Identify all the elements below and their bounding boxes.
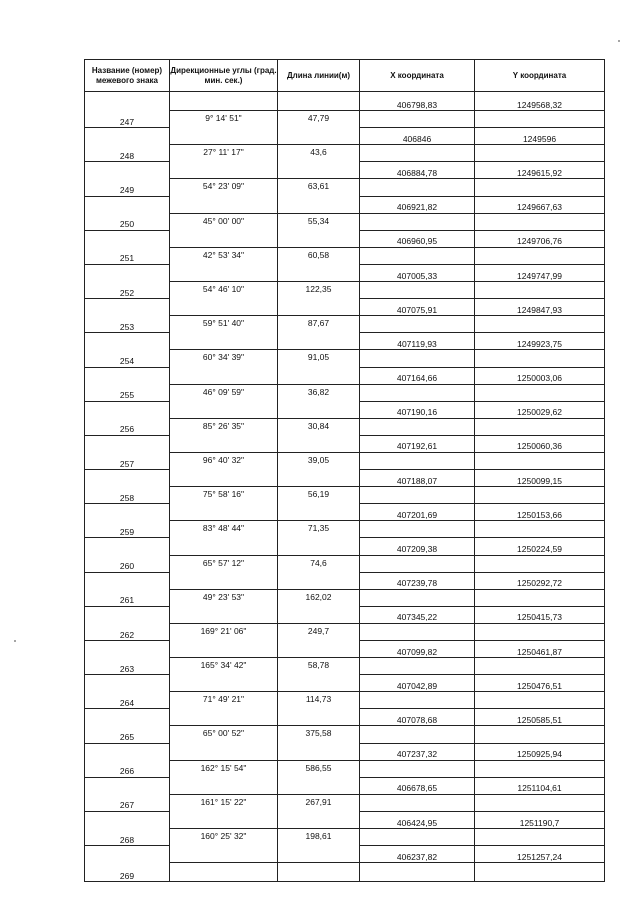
marker-name: 262 xyxy=(85,606,170,640)
y-coordinate: 1249747,99 xyxy=(475,264,605,281)
x-coordinate: 407164,66 xyxy=(360,367,475,384)
x-coordinate-blank xyxy=(360,829,475,846)
y-coordinate: 1250925,94 xyxy=(475,743,605,760)
x-coordinate-blank xyxy=(360,521,475,538)
x-coordinate: 406678,65 xyxy=(360,777,475,794)
marker-name: 269 xyxy=(85,846,170,882)
table-body xyxy=(85,92,605,882)
y-coordinate-blank xyxy=(475,623,605,640)
marker-name: 266 xyxy=(85,743,170,777)
x-coordinate-blank xyxy=(360,145,475,162)
x-coordinate: 406424,95 xyxy=(360,811,475,828)
y-coordinate-blank xyxy=(475,452,605,469)
direction-angle: 162° 15' 54" xyxy=(170,760,278,794)
line-length: 74,6 xyxy=(278,555,360,589)
x-coordinate-blank xyxy=(360,692,475,709)
y-coordinate-blank xyxy=(475,521,605,538)
x-coordinate-blank xyxy=(360,623,475,640)
y-coordinate: 1250292,72 xyxy=(475,572,605,589)
y-coordinate: 1249568,32 xyxy=(475,92,605,111)
direction-angle: 42° 53' 34" xyxy=(170,247,278,281)
direction-angle xyxy=(170,92,278,111)
line-length xyxy=(278,863,360,882)
line-length: 87,67 xyxy=(278,316,360,350)
y-coordinate-blank xyxy=(475,384,605,401)
x-coordinate: 406237,82 xyxy=(360,846,475,863)
line-length: 249,7 xyxy=(278,623,360,657)
marker-name: 247 xyxy=(85,92,170,128)
y-coordinate-blank xyxy=(475,418,605,435)
y-coordinate-blank xyxy=(475,692,605,709)
y-coordinate: 1250461,87 xyxy=(475,641,605,658)
header-direction-angle: Дирекционные углы (град. мин. сек.) xyxy=(170,60,278,92)
marker-name: 252 xyxy=(85,264,170,298)
line-length: 55,34 xyxy=(278,213,360,247)
x-coordinate: 406960,95 xyxy=(360,230,475,247)
direction-angle xyxy=(170,863,278,882)
x-coordinate-blank xyxy=(360,760,475,777)
x-coordinate-blank xyxy=(360,452,475,469)
line-length: 91,05 xyxy=(278,350,360,384)
x-coordinate-blank xyxy=(360,179,475,196)
x-coordinate: 407190,16 xyxy=(360,401,475,418)
marker-name: 259 xyxy=(85,504,170,538)
x-coordinate: 407345,22 xyxy=(360,606,475,623)
marker-name: 253 xyxy=(85,299,170,333)
direction-angle: 54° 46' 10" xyxy=(170,282,278,316)
header-line-length: Длина линии(м) xyxy=(278,60,360,92)
x-coordinate: 407201,69 xyxy=(360,504,475,521)
y-coordinate-blank xyxy=(475,179,605,196)
x-coordinate-blank xyxy=(360,863,475,882)
x-coordinate: 406846 xyxy=(360,128,475,145)
y-coordinate-blank xyxy=(475,282,605,299)
line-length: 71,35 xyxy=(278,521,360,555)
x-coordinate-blank xyxy=(360,555,475,572)
line-length: 39,05 xyxy=(278,452,360,486)
y-coordinate-blank xyxy=(475,589,605,606)
x-coordinate: 407005,33 xyxy=(360,264,475,281)
y-coordinate: 1250099,15 xyxy=(475,470,605,487)
marker-name: 248 xyxy=(85,128,170,162)
line-length: 60,58 xyxy=(278,247,360,281)
x-coordinate: 407119,93 xyxy=(360,333,475,350)
y-coordinate-blank xyxy=(475,487,605,504)
header-y-coordinate: Y координата xyxy=(475,60,605,92)
x-coordinate: 407075,91 xyxy=(360,299,475,316)
x-coordinate: 407237,32 xyxy=(360,743,475,760)
line-length: 47,79 xyxy=(278,111,360,145)
y-coordinate: 1250029,62 xyxy=(475,401,605,418)
direction-angle: 83° 48' 44" xyxy=(170,521,278,555)
y-coordinate-blank xyxy=(475,555,605,572)
direction-angle: 96° 40' 32" xyxy=(170,452,278,486)
x-coordinate: 407209,38 xyxy=(360,538,475,555)
y-coordinate: 1250224,59 xyxy=(475,538,605,555)
marker-name: 258 xyxy=(85,470,170,504)
x-coordinate: 407078,68 xyxy=(360,709,475,726)
direction-angle: 27° 11' 17" xyxy=(170,145,278,179)
y-coordinate: 1249923,75 xyxy=(475,333,605,350)
marker-name: 250 xyxy=(85,196,170,230)
y-coordinate-blank xyxy=(475,111,605,128)
x-coordinate: 407099,82 xyxy=(360,641,475,658)
direction-angle: 60° 34' 39" xyxy=(170,350,278,384)
direction-angle: 54° 23' 09" xyxy=(170,179,278,213)
x-coordinate-blank xyxy=(360,384,475,401)
y-coordinate: 1249596 xyxy=(475,128,605,145)
x-coordinate: 406884,78 xyxy=(360,162,475,179)
x-coordinate-blank xyxy=(360,111,475,128)
table-header-row xyxy=(85,60,605,92)
direction-angle: 85° 26' 35" xyxy=(170,418,278,452)
marker-name: 260 xyxy=(85,538,170,572)
line-length: 162,02 xyxy=(278,589,360,623)
y-coordinate: 1250060,36 xyxy=(475,435,605,452)
line-length: 43,6 xyxy=(278,145,360,179)
marker-name: 255 xyxy=(85,367,170,401)
y-coordinate-blank xyxy=(475,145,605,162)
y-coordinate: 1250476,51 xyxy=(475,675,605,692)
direction-angle: 160° 25' 32" xyxy=(170,829,278,863)
direction-angle: 71° 49' 21" xyxy=(170,692,278,726)
x-coordinate-blank xyxy=(360,316,475,333)
x-coordinate-blank xyxy=(360,726,475,743)
y-coordinate: 1249847,93 xyxy=(475,299,605,316)
x-coordinate-blank xyxy=(360,247,475,264)
line-length: 63,61 xyxy=(278,179,360,213)
y-coordinate-blank xyxy=(475,247,605,264)
line-length: 36,82 xyxy=(278,384,360,418)
marker-name: 268 xyxy=(85,811,170,845)
x-coordinate: 406921,82 xyxy=(360,196,475,213)
y-coordinate: 1249615,92 xyxy=(475,162,605,179)
y-coordinate: 1250153,66 xyxy=(475,504,605,521)
direction-angle: 165° 34' 42" xyxy=(170,658,278,692)
marker-name: 264 xyxy=(85,675,170,709)
y-coordinate-blank xyxy=(475,350,605,367)
x-coordinate: 407192,61 xyxy=(360,435,475,452)
line-length xyxy=(278,92,360,111)
marker-name: 254 xyxy=(85,333,170,367)
y-coordinate-blank xyxy=(475,829,605,846)
scan-speck xyxy=(14,640,16,642)
x-coordinate: 407042,89 xyxy=(360,675,475,692)
x-coordinate-blank xyxy=(360,282,475,299)
y-coordinate-blank xyxy=(475,316,605,333)
x-coordinate: 407239,78 xyxy=(360,572,475,589)
direction-angle: 46° 09' 59" xyxy=(170,384,278,418)
y-coordinate: 1250003,06 xyxy=(475,367,605,384)
x-coordinate-blank xyxy=(360,487,475,504)
marker-name: 257 xyxy=(85,435,170,469)
x-coordinate: 406798,83 xyxy=(360,92,475,111)
marker-name: 249 xyxy=(85,162,170,196)
direction-angle: 169° 21' 06" xyxy=(170,623,278,657)
y-coordinate: 1251190,7 xyxy=(475,811,605,828)
header-marker-name: Название (номер) межевого знака xyxy=(85,60,170,92)
y-coordinate: 1249667,63 xyxy=(475,196,605,213)
marker-name: 251 xyxy=(85,230,170,264)
y-coordinate-blank xyxy=(475,658,605,675)
line-length: 198,61 xyxy=(278,829,360,863)
y-coordinate-blank xyxy=(475,726,605,743)
direction-angle: 49° 23' 53" xyxy=(170,589,278,623)
direction-angle: 65° 00' 52" xyxy=(170,726,278,760)
x-coordinate-blank xyxy=(360,350,475,367)
direction-angle: 161° 15' 22" xyxy=(170,794,278,828)
boundary-coordinates-table xyxy=(84,59,605,882)
scan-speck xyxy=(618,40,620,42)
x-coordinate: 407188,07 xyxy=(360,470,475,487)
direction-angle: 59° 51' 40" xyxy=(170,316,278,350)
marker-name: 267 xyxy=(85,777,170,811)
direction-angle: 75° 58' 16" xyxy=(170,487,278,521)
y-coordinate: 1249706,76 xyxy=(475,230,605,247)
y-coordinate: 1250415,73 xyxy=(475,606,605,623)
line-length: 30,84 xyxy=(278,418,360,452)
line-length: 58,78 xyxy=(278,658,360,692)
marker-name: 261 xyxy=(85,572,170,606)
y-coordinate-blank xyxy=(475,863,605,882)
line-length: 122,35 xyxy=(278,282,360,316)
x-coordinate-blank xyxy=(360,658,475,675)
line-length: 114,73 xyxy=(278,692,360,726)
direction-angle: 45° 00' 00" xyxy=(170,213,278,247)
y-coordinate: 1251104,61 xyxy=(475,777,605,794)
line-length: 56,19 xyxy=(278,487,360,521)
y-coordinate: 1250585,51 xyxy=(475,709,605,726)
table-row xyxy=(85,92,605,111)
y-coordinate-blank xyxy=(475,213,605,230)
header-x-coordinate: X координата xyxy=(360,60,475,92)
line-length: 375,58 xyxy=(278,726,360,760)
y-coordinate-blank xyxy=(475,760,605,777)
marker-name: 256 xyxy=(85,401,170,435)
line-length: 586,55 xyxy=(278,760,360,794)
line-length: 267,91 xyxy=(278,794,360,828)
direction-angle: 65° 57' 12" xyxy=(170,555,278,589)
x-coordinate-blank xyxy=(360,418,475,435)
x-coordinate-blank xyxy=(360,794,475,811)
direction-angle: 9° 14' 51" xyxy=(170,111,278,145)
y-coordinate: 1251257,24 xyxy=(475,846,605,863)
x-coordinate-blank xyxy=(360,213,475,230)
marker-name: 263 xyxy=(85,641,170,675)
y-coordinate-blank xyxy=(475,794,605,811)
marker-name: 265 xyxy=(85,709,170,743)
x-coordinate-blank xyxy=(360,589,475,606)
